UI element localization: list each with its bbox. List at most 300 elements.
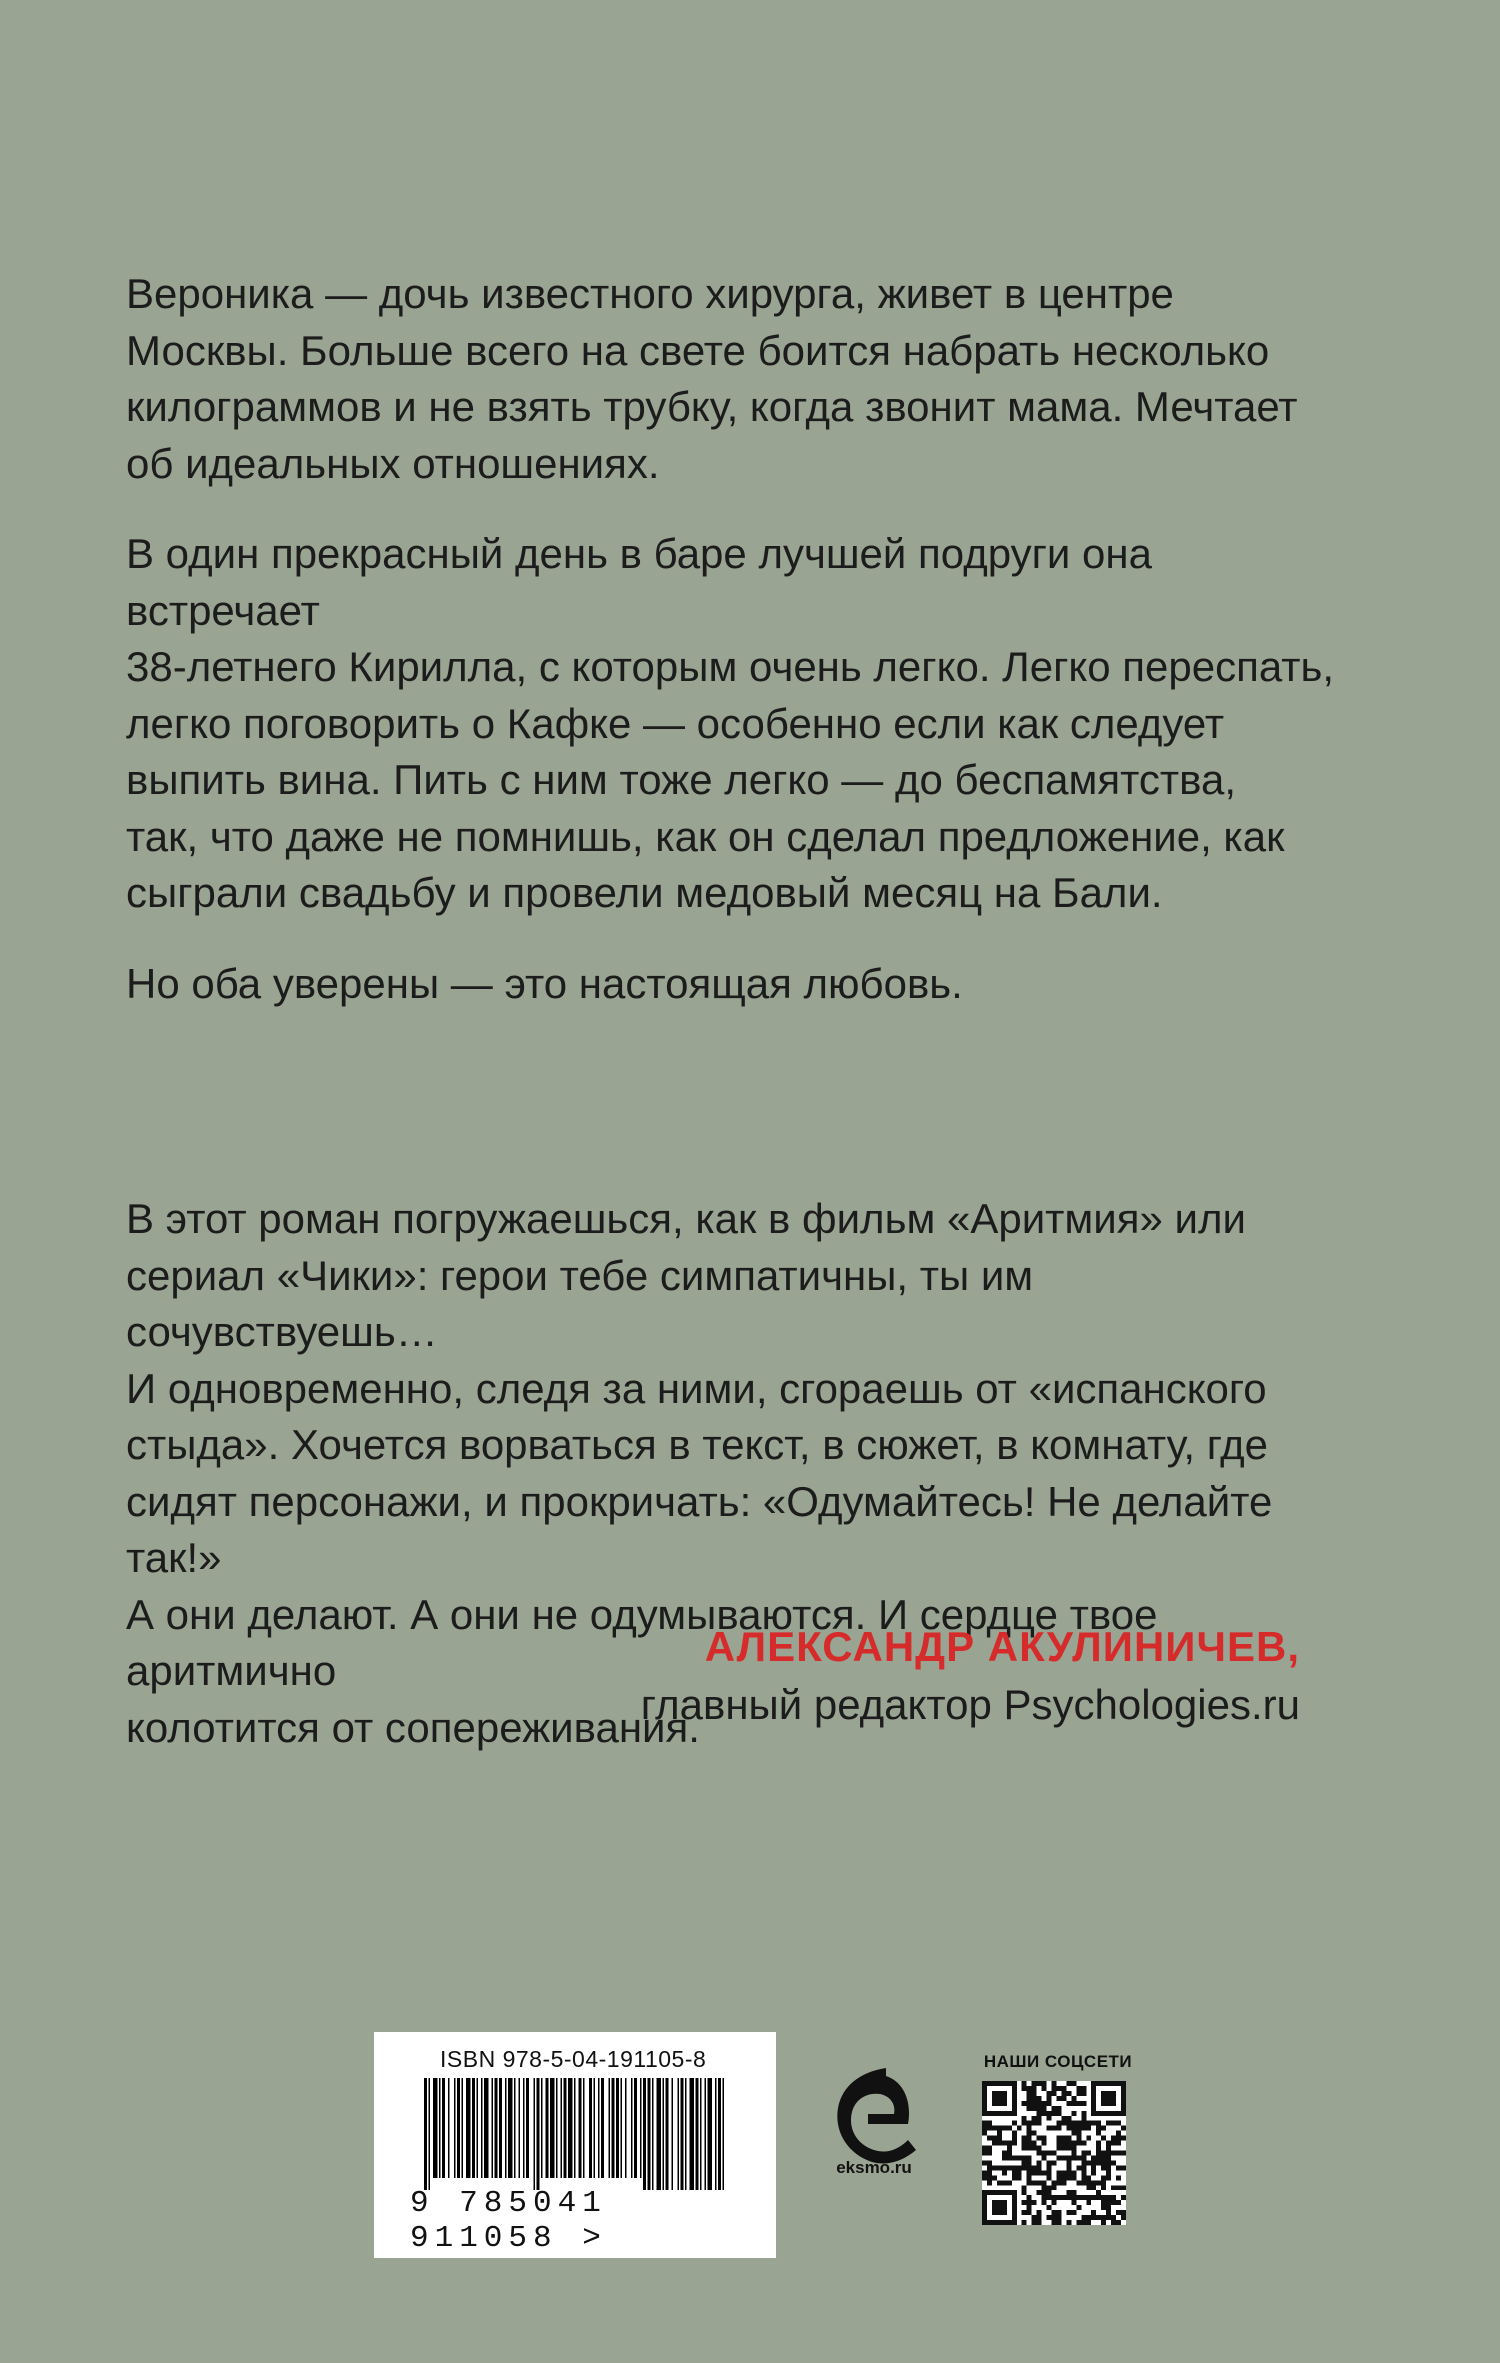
barcode-bar bbox=[625, 2078, 627, 2178]
qr-module bbox=[1101, 2195, 1106, 2200]
qr-module bbox=[1101, 2215, 1106, 2220]
qr-module bbox=[1111, 2160, 1116, 2165]
qr-module bbox=[1066, 2160, 1071, 2165]
barcode-bar bbox=[579, 2078, 582, 2178]
barcode-bar bbox=[666, 2078, 669, 2190]
qr-code-icon[interactable] bbox=[982, 2081, 1126, 2225]
qr-module bbox=[1052, 2200, 1057, 2205]
qr-module bbox=[1037, 2170, 1042, 2175]
barcode-bar bbox=[609, 2078, 611, 2178]
qr-module bbox=[1066, 2165, 1071, 2170]
qr-module bbox=[1106, 2210, 1111, 2215]
qr-module bbox=[1096, 2131, 1101, 2136]
qr-module bbox=[992, 2175, 997, 2180]
description-paragraph-3: Но оба уверены — это настоящая любовь. bbox=[126, 959, 963, 1007]
barcode-bar bbox=[612, 2078, 615, 2178]
qr-module bbox=[1042, 2185, 1047, 2190]
qr-module bbox=[1081, 2215, 1086, 2220]
qr-module bbox=[1101, 2200, 1106, 2205]
qr-module bbox=[1047, 2116, 1052, 2121]
qr-module bbox=[1042, 2155, 1047, 2160]
barcode-bar bbox=[462, 2078, 464, 2178]
qr-module bbox=[1076, 2155, 1081, 2160]
barcode-bar bbox=[492, 2078, 494, 2178]
qr-module bbox=[1056, 2141, 1061, 2146]
barcode-bar bbox=[574, 2078, 576, 2178]
qr-module bbox=[1022, 2086, 1027, 2091]
qr-module bbox=[1047, 2205, 1052, 2210]
qr-module bbox=[1071, 2146, 1076, 2151]
qr-module bbox=[1066, 2210, 1071, 2215]
qr-module bbox=[1101, 2220, 1106, 2225]
qr-module bbox=[1002, 2126, 1007, 2131]
review-author: АЛЕКСАНДР АКУЛИНИЧЕВ, bbox=[704, 1623, 1300, 1670]
qr-module bbox=[982, 2126, 987, 2131]
qr-module bbox=[1002, 2141, 1007, 2146]
barcode-bar bbox=[439, 2078, 441, 2178]
qr-module bbox=[1111, 2151, 1116, 2156]
qr-module bbox=[1017, 2155, 1022, 2160]
qr-module bbox=[1037, 2116, 1042, 2121]
qr-module bbox=[1096, 2155, 1101, 2160]
qr-module bbox=[1116, 2185, 1121, 2190]
qr-module bbox=[1042, 2151, 1047, 2156]
qr-module bbox=[1086, 2160, 1091, 2165]
qr-module bbox=[1012, 2175, 1017, 2180]
qr-module bbox=[1081, 2121, 1086, 2126]
qr-module bbox=[1106, 2205, 1111, 2210]
book-description bbox=[126, 266, 1346, 1012]
qr-module bbox=[1066, 2126, 1071, 2131]
qr-module bbox=[1106, 2170, 1111, 2175]
barcode-bar bbox=[681, 2078, 684, 2190]
qr-module bbox=[1071, 2131, 1076, 2136]
qr-module bbox=[1081, 2086, 1086, 2091]
qr-module bbox=[1061, 2146, 1066, 2151]
barcode-bar bbox=[495, 2078, 498, 2178]
qr-module bbox=[1022, 2081, 1027, 2086]
qr-module bbox=[1081, 2170, 1086, 2175]
barcode-bar bbox=[598, 2078, 600, 2178]
barcode-bar bbox=[454, 2078, 456, 2178]
qr-module bbox=[1101, 2155, 1106, 2160]
qr-module bbox=[1042, 2086, 1047, 2091]
qr-module bbox=[1101, 2091, 1116, 2106]
qr-module bbox=[1002, 2170, 1007, 2175]
qr-module bbox=[997, 2136, 1002, 2141]
qr-module bbox=[1121, 2126, 1126, 2131]
qr-module bbox=[1071, 2121, 1076, 2126]
barcode-bar bbox=[541, 2078, 543, 2178]
qr-module bbox=[1002, 2165, 1007, 2170]
qr-module bbox=[1056, 2180, 1061, 2185]
qr-module bbox=[1076, 2220, 1081, 2225]
barcode-bar bbox=[678, 2078, 680, 2190]
qr-module bbox=[1027, 2131, 1032, 2136]
qr-module bbox=[1106, 2175, 1111, 2180]
qr-module bbox=[987, 2126, 992, 2131]
qr-module bbox=[1101, 2175, 1106, 2180]
barcode-bar bbox=[564, 2078, 567, 2178]
qr-module bbox=[1056, 2220, 1061, 2225]
qr-module bbox=[982, 2121, 987, 2126]
qr-module bbox=[1066, 2190, 1071, 2195]
qr-module bbox=[1106, 2160, 1111, 2165]
qr-module bbox=[1066, 2141, 1071, 2146]
qr-module bbox=[1061, 2175, 1066, 2180]
qr-module bbox=[1007, 2165, 1012, 2170]
barcode-bar bbox=[457, 2078, 460, 2178]
qr-module bbox=[1047, 2096, 1052, 2101]
qr-module bbox=[1007, 2180, 1012, 2185]
qr-module bbox=[1022, 2136, 1027, 2141]
qr-module bbox=[1061, 2096, 1066, 2101]
qr-module bbox=[1121, 2215, 1126, 2220]
qr-module bbox=[1042, 2111, 1047, 2116]
barcode-icon bbox=[424, 2078, 724, 2190]
qr-module bbox=[1096, 2151, 1101, 2156]
barcode-bar bbox=[652, 2078, 654, 2190]
qr-module bbox=[1116, 2165, 1121, 2170]
qr-module bbox=[1076, 2141, 1081, 2146]
qr-module bbox=[1106, 2155, 1111, 2160]
qr-module bbox=[1047, 2165, 1052, 2170]
qr-module bbox=[1056, 2146, 1061, 2151]
qr-module bbox=[982, 2175, 987, 2180]
qr-module bbox=[1106, 2215, 1111, 2220]
barcode-bar bbox=[442, 2078, 445, 2178]
barcode-bar bbox=[700, 2078, 702, 2190]
qr-module bbox=[1032, 2170, 1037, 2175]
qr-module bbox=[997, 2126, 1002, 2131]
barcode-bar bbox=[594, 2078, 596, 2178]
qr-module bbox=[1027, 2205, 1032, 2210]
qr-module bbox=[1056, 2086, 1061, 2091]
qr-module bbox=[1056, 2155, 1061, 2160]
qr-module bbox=[1061, 2141, 1066, 2146]
qr-module bbox=[1027, 2210, 1032, 2215]
barcode-bar bbox=[448, 2078, 450, 2178]
qr-module bbox=[1012, 2131, 1017, 2136]
qr-module bbox=[1056, 2195, 1061, 2200]
qr-module bbox=[1037, 2096, 1042, 2101]
qr-module bbox=[1047, 2101, 1052, 2106]
publisher-url[interactable]: eksmo.ru bbox=[836, 2158, 912, 2177]
qr-module bbox=[1096, 2126, 1101, 2131]
qr-module bbox=[1086, 2121, 1091, 2126]
qr-module bbox=[1012, 2141, 1017, 2146]
qr-module bbox=[1032, 2096, 1037, 2101]
qr-module bbox=[1027, 2106, 1032, 2111]
qr-module bbox=[1052, 2195, 1057, 2200]
qr-module bbox=[1071, 2155, 1076, 2160]
barcode-bar bbox=[672, 2078, 674, 2190]
qr-module bbox=[1086, 2175, 1091, 2180]
qr-module bbox=[1052, 2086, 1057, 2091]
qr-module bbox=[1061, 2121, 1066, 2126]
barcode-bar bbox=[424, 2078, 427, 2190]
qr-module bbox=[987, 2136, 992, 2141]
qr-module bbox=[1037, 2106, 1042, 2111]
qr-module bbox=[1052, 2210, 1057, 2215]
qr-module bbox=[1096, 2215, 1101, 2220]
qr-module bbox=[1061, 2180, 1066, 2185]
qr-module bbox=[987, 2175, 992, 2180]
qr-module bbox=[1012, 2170, 1017, 2175]
review-text: В этот роман погружаешься, как в фильм «Аритмия» или сериал «Чики»: герои тебе симпатичны, ты им сочувствуешь… И одновременно, следя за ними, сгораешь от «испанского стыда». Хочется ворваться в текст, в сюжет, в комнату, где сидят персонажи, и прокричать: «Одумайтесь! Не делайте так!» А они делают. А они не одумываются. И сердце твое аритмично колотится от сопереживания. bbox=[126, 1195, 1273, 1751]
qr-module bbox=[1071, 2175, 1076, 2180]
qr-module bbox=[997, 2141, 1002, 2146]
barcode-bar bbox=[648, 2078, 651, 2190]
qr-module bbox=[992, 2200, 1007, 2215]
qr-module bbox=[1022, 2141, 1027, 2146]
qr-module bbox=[1101, 2126, 1106, 2131]
qr-module bbox=[1061, 2195, 1066, 2200]
qr-module bbox=[1032, 2220, 1037, 2225]
qr-module bbox=[1052, 2111, 1057, 2116]
qr-module bbox=[1037, 2190, 1042, 2195]
qr-module bbox=[1027, 2155, 1032, 2160]
qr-module bbox=[997, 2180, 1002, 2185]
qr-module bbox=[1027, 2175, 1032, 2180]
qr-module bbox=[1042, 2190, 1047, 2195]
qr-module bbox=[1052, 2220, 1057, 2225]
qr-module bbox=[1076, 2091, 1081, 2096]
qr-module bbox=[982, 2146, 987, 2151]
qr-module bbox=[1076, 2195, 1081, 2200]
qr-module bbox=[1022, 2116, 1027, 2121]
qr-module bbox=[1086, 2195, 1091, 2200]
barcode-bar bbox=[523, 2078, 525, 2178]
qr-module bbox=[1066, 2146, 1071, 2151]
qr-module bbox=[1056, 2210, 1061, 2215]
qr-module bbox=[1017, 2126, 1022, 2131]
isbn-barcode bbox=[374, 2032, 776, 2258]
qr-module bbox=[1022, 2121, 1027, 2126]
qr-module bbox=[1052, 2091, 1057, 2096]
qr-module bbox=[1086, 2151, 1091, 2156]
qr-module bbox=[1056, 2121, 1061, 2126]
qr-module bbox=[1042, 2081, 1047, 2086]
qr-module bbox=[1056, 2215, 1061, 2220]
qr-module bbox=[1081, 2175, 1086, 2180]
qr-module bbox=[1017, 2175, 1022, 2180]
qr-module bbox=[1091, 2215, 1096, 2220]
qr-module bbox=[1071, 2210, 1076, 2215]
qr-module bbox=[1071, 2170, 1076, 2175]
qr-module bbox=[1066, 2101, 1071, 2106]
barcode-bar bbox=[640, 2078, 642, 2178]
qr-module bbox=[1076, 2121, 1081, 2126]
qr-module bbox=[1061, 2170, 1066, 2175]
qr-module bbox=[1061, 2155, 1066, 2160]
qr-module bbox=[1047, 2215, 1052, 2220]
qr-module bbox=[1066, 2155, 1071, 2160]
barcode-bar bbox=[708, 2078, 713, 2190]
qr-module bbox=[1052, 2151, 1057, 2156]
qr-module bbox=[1027, 2126, 1032, 2131]
qr-module bbox=[1121, 2210, 1126, 2215]
qr-module bbox=[1022, 2155, 1027, 2160]
barcode-bar bbox=[508, 2078, 513, 2178]
qr-module bbox=[1101, 2185, 1106, 2190]
qr-module bbox=[1056, 2136, 1061, 2141]
qr-module bbox=[1076, 2126, 1081, 2131]
qr-module bbox=[1116, 2121, 1121, 2126]
qr-module bbox=[1042, 2180, 1047, 2185]
barcode-bar bbox=[631, 2078, 633, 2178]
barcode-bar bbox=[550, 2078, 555, 2178]
qr-module bbox=[1066, 2121, 1071, 2126]
qr-module bbox=[1081, 2141, 1086, 2146]
qr-module bbox=[1091, 2165, 1096, 2170]
qr-module bbox=[1096, 2121, 1101, 2126]
barcode-bar bbox=[601, 2078, 604, 2178]
qr-module bbox=[1047, 2091, 1052, 2096]
qr-module bbox=[987, 2160, 992, 2165]
barcode-bar bbox=[477, 2078, 479, 2178]
barcode-bar bbox=[718, 2078, 721, 2190]
qr-module bbox=[1032, 2200, 1037, 2205]
qr-module bbox=[1076, 2131, 1081, 2136]
qr-module bbox=[1027, 2136, 1032, 2141]
qr-module bbox=[1052, 2126, 1057, 2131]
qr-module bbox=[1081, 2091, 1086, 2096]
qr-module bbox=[1066, 2195, 1071, 2200]
barcode-bar bbox=[643, 2078, 646, 2190]
qr-module bbox=[1096, 2190, 1101, 2195]
qr-module bbox=[1047, 2185, 1052, 2190]
qr-module bbox=[1116, 2210, 1121, 2215]
barcode-bar bbox=[715, 2078, 717, 2190]
qr-module bbox=[1042, 2200, 1047, 2205]
qr-module bbox=[1066, 2170, 1071, 2175]
barcode-bar bbox=[589, 2078, 592, 2178]
qr-module bbox=[1106, 2195, 1111, 2200]
qr-module bbox=[1037, 2111, 1042, 2116]
barcode-bar bbox=[499, 2078, 502, 2178]
qr-module bbox=[1037, 2180, 1042, 2185]
qr-module bbox=[1037, 2151, 1042, 2156]
qr-module bbox=[1007, 2155, 1012, 2160]
qr-module bbox=[1081, 2111, 1086, 2116]
qr-module bbox=[1091, 2121, 1096, 2126]
qr-module bbox=[1116, 2175, 1121, 2180]
qr-module bbox=[1116, 2141, 1121, 2146]
barcode-bar bbox=[546, 2078, 549, 2178]
qr-module bbox=[1116, 2151, 1121, 2156]
barcode-bar bbox=[537, 2078, 540, 2190]
qr-module bbox=[1086, 2215, 1091, 2220]
qr-module bbox=[1032, 2086, 1037, 2091]
qr-module bbox=[1101, 2151, 1106, 2156]
qr-module bbox=[1027, 2200, 1032, 2205]
qr-module bbox=[1101, 2165, 1106, 2170]
qr-module bbox=[1071, 2141, 1076, 2146]
qr-module bbox=[1047, 2126, 1052, 2131]
qr-module bbox=[992, 2136, 997, 2141]
qr-module bbox=[1071, 2096, 1076, 2101]
qr-module bbox=[1052, 2106, 1057, 2111]
qr-module bbox=[1086, 2126, 1091, 2131]
qr-module bbox=[1081, 2160, 1086, 2165]
qr-module bbox=[1061, 2136, 1066, 2141]
qr-module bbox=[1081, 2151, 1086, 2156]
qr-module bbox=[1047, 2190, 1052, 2195]
qr-module bbox=[1037, 2101, 1042, 2106]
qr-module bbox=[1027, 2170, 1032, 2175]
qr-module bbox=[1056, 2126, 1061, 2131]
qr-module bbox=[1032, 2121, 1037, 2126]
qr-module bbox=[1022, 2220, 1027, 2225]
barcode-bar bbox=[663, 2078, 665, 2190]
qr-module bbox=[1096, 2141, 1101, 2146]
barcode-bar bbox=[556, 2078, 558, 2178]
qr-module bbox=[1066, 2175, 1071, 2180]
qr-module bbox=[1086, 2220, 1091, 2225]
qr-module bbox=[992, 2091, 1007, 2106]
qr-module bbox=[1012, 2121, 1017, 2126]
qr-module bbox=[1037, 2081, 1042, 2086]
qr-module bbox=[1037, 2165, 1042, 2170]
qr-module bbox=[1022, 2185, 1027, 2190]
qr-module bbox=[1121, 2185, 1126, 2190]
qr-module bbox=[1091, 2195, 1096, 2200]
qr-module bbox=[1022, 2101, 1027, 2106]
qr-module bbox=[1111, 2220, 1116, 2225]
qr-module bbox=[1116, 2220, 1121, 2225]
qr-module bbox=[1091, 2180, 1096, 2185]
description-paragraph-2: В один прекрасный день в баре лучшей подруги она встречает 38-летнего Кирилла, с которым очень легко. Легко переспать, легко поговорить о Кафке — особенно если как следует выпить вина. Пить с ним тоже легко — до беспамятства, так, что даже не помнишь, как он сделал предложение, как сыграли свадьбу и провели медовый месяц на Бали. bbox=[126, 530, 1335, 916]
qr-module bbox=[1116, 2131, 1121, 2136]
qr-module bbox=[1066, 2220, 1071, 2225]
qr-module bbox=[1076, 2180, 1081, 2185]
qr-module bbox=[1111, 2195, 1116, 2200]
barcode-bar bbox=[723, 2078, 725, 2190]
qr-module bbox=[1022, 2200, 1027, 2205]
qr-module bbox=[1111, 2121, 1116, 2126]
qr-module bbox=[1076, 2086, 1081, 2091]
qr-module bbox=[1027, 2101, 1032, 2106]
qr-module bbox=[1032, 2146, 1037, 2151]
qr-module bbox=[987, 2121, 992, 2126]
qr-module bbox=[1002, 2155, 1007, 2160]
qr-module bbox=[1071, 2111, 1076, 2116]
qr-module bbox=[1081, 2155, 1086, 2160]
qr-module bbox=[1066, 2136, 1071, 2141]
qr-module bbox=[1037, 2136, 1042, 2141]
qr-module bbox=[1032, 2131, 1037, 2136]
qr-module bbox=[1121, 2136, 1126, 2141]
barcode-bar bbox=[481, 2078, 483, 2178]
qr-module bbox=[1052, 2160, 1057, 2165]
qr-module bbox=[982, 2151, 987, 2156]
qr-module bbox=[1086, 2200, 1091, 2205]
qr-module bbox=[987, 2165, 992, 2170]
qr-module bbox=[1106, 2151, 1111, 2156]
qr-module bbox=[1032, 2116, 1037, 2121]
qr-module bbox=[1066, 2091, 1071, 2096]
qr-module bbox=[1007, 2151, 1012, 2156]
qr-module bbox=[982, 2160, 987, 2165]
barcode-bar bbox=[466, 2078, 471, 2178]
qr-module bbox=[1002, 2180, 1007, 2185]
qr-module bbox=[1042, 2106, 1047, 2111]
qr-module bbox=[1076, 2101, 1081, 2106]
qr-module bbox=[1081, 2126, 1086, 2131]
qr-module bbox=[1027, 2195, 1032, 2200]
qr-module bbox=[1071, 2200, 1076, 2205]
